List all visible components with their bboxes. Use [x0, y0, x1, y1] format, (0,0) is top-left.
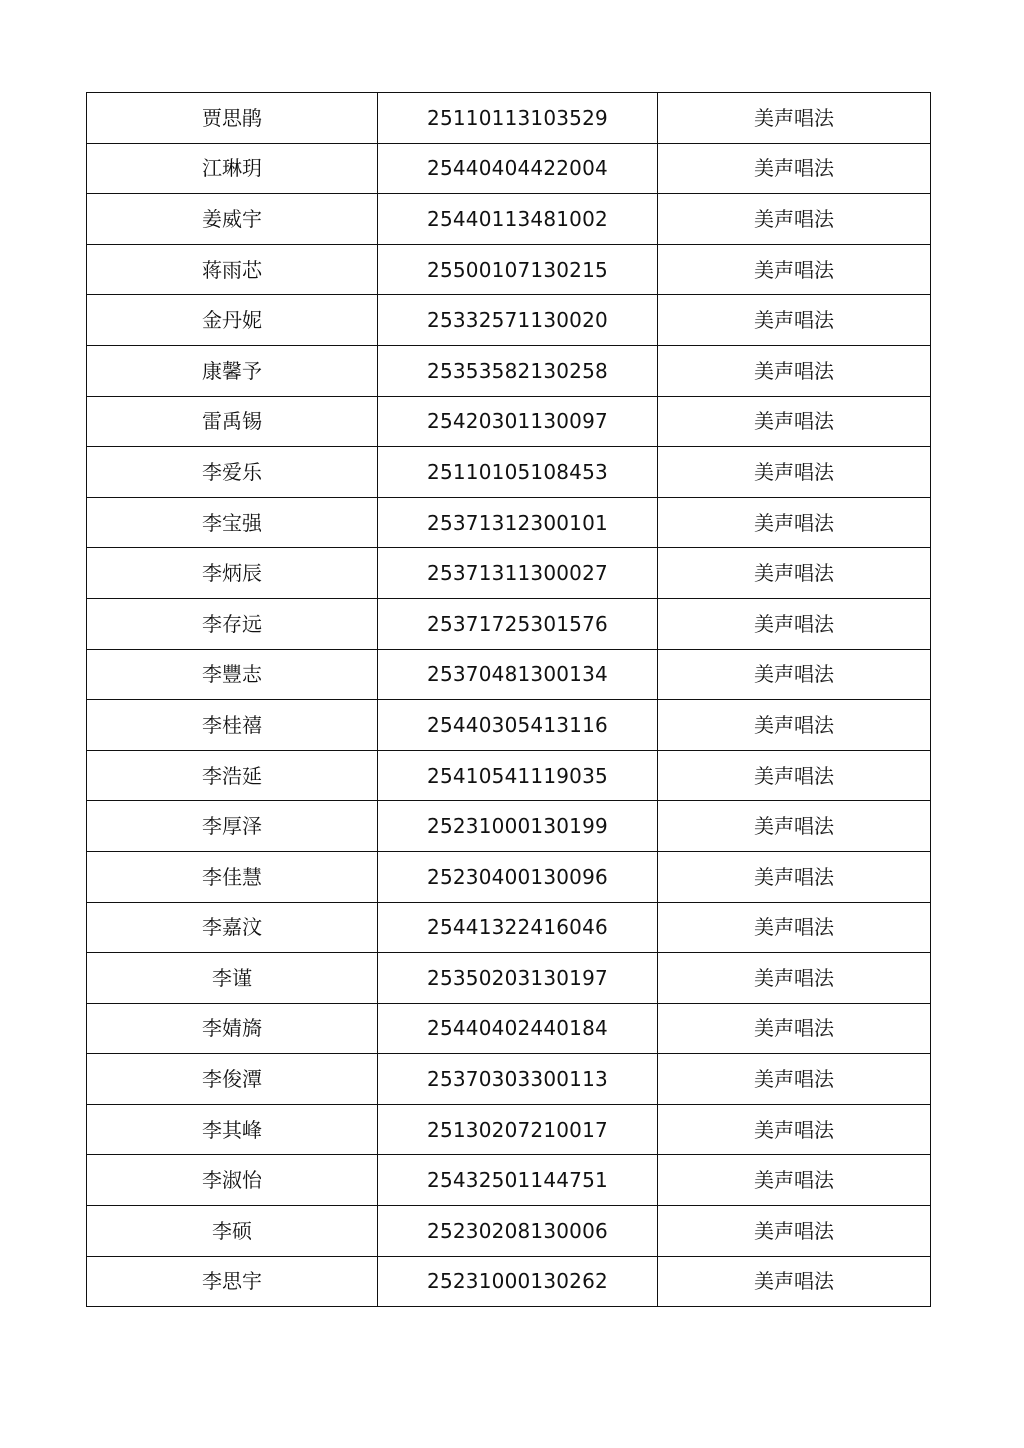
candidate-name: 李其峰 — [87, 1104, 378, 1155]
candidate-major: 美声唱法 — [658, 700, 931, 751]
candidate-name: 李婧旖 — [87, 1003, 378, 1054]
candidate-major: 美声唱法 — [658, 1206, 931, 1257]
candidate-name: 李淑怡 — [87, 1155, 378, 1206]
candidate-id: 25371312300101 — [378, 497, 658, 548]
candidate-major: 美声唱法 — [658, 1054, 931, 1105]
candidate-id: 25440402440184 — [378, 1003, 658, 1054]
table-row — [87, 143, 931, 194]
candidate-id: 25370481300134 — [378, 649, 658, 700]
table-row — [87, 244, 931, 295]
candidate-id: 25440404422004 — [378, 143, 658, 194]
table-row — [87, 750, 931, 801]
candidate-name: 李爱乐 — [87, 447, 378, 498]
candidate-name: 李浩延 — [87, 750, 378, 801]
table-row — [87, 194, 931, 245]
table-row — [87, 1104, 931, 1155]
candidate-major: 美声唱法 — [658, 1155, 931, 1206]
table-row — [87, 1206, 931, 1257]
candidate-name: 李嘉汶 — [87, 902, 378, 953]
candidate-major: 美声唱法 — [658, 194, 931, 245]
candidate-id: 25110113103529 — [378, 93, 658, 144]
candidate-id: 25420301130097 — [378, 396, 658, 447]
candidate-name: 雷禹锡 — [87, 396, 378, 447]
candidate-id: 25350203130197 — [378, 953, 658, 1004]
candidate-id: 25353582130258 — [378, 345, 658, 396]
table-row — [87, 548, 931, 599]
candidate-major: 美声唱法 — [658, 1256, 931, 1307]
candidate-name: 李宝强 — [87, 497, 378, 548]
candidate-table — [86, 92, 931, 1307]
candidate-major: 美声唱法 — [658, 953, 931, 1004]
table-row — [87, 953, 931, 1004]
candidate-name: 李厚泽 — [87, 801, 378, 852]
candidate-id: 25500107130215 — [378, 244, 658, 295]
candidate-id: 25230400130096 — [378, 851, 658, 902]
table-row — [87, 1256, 931, 1307]
candidate-id: 25440305413116 — [378, 700, 658, 751]
candidate-name: 贾思鹃 — [87, 93, 378, 144]
candidate-name: 江琳玥 — [87, 143, 378, 194]
candidate-major: 美声唱法 — [658, 93, 931, 144]
candidate-major: 美声唱法 — [658, 548, 931, 599]
candidate-id: 25231000130199 — [378, 801, 658, 852]
table-row — [87, 497, 931, 548]
candidate-name: 李佳慧 — [87, 851, 378, 902]
table-row — [87, 345, 931, 396]
table-row — [87, 700, 931, 751]
candidate-id: 25410541119035 — [378, 750, 658, 801]
candidate-major: 美声唱法 — [658, 750, 931, 801]
candidate-id: 25371311300027 — [378, 548, 658, 599]
candidate-major: 美声唱法 — [658, 345, 931, 396]
candidate-name: 李豐志 — [87, 649, 378, 700]
candidate-major: 美声唱法 — [658, 1003, 931, 1054]
candidate-id: 25231000130262 — [378, 1256, 658, 1307]
candidate-major: 美声唱法 — [658, 902, 931, 953]
candidate-id: 25370303300113 — [378, 1054, 658, 1105]
candidate-name: 李硕 — [87, 1206, 378, 1257]
candidate-name: 姜威宇 — [87, 194, 378, 245]
candidate-major: 美声唱法 — [658, 244, 931, 295]
candidate-major: 美声唱法 — [658, 1104, 931, 1155]
candidate-name: 李思宇 — [87, 1256, 378, 1307]
candidate-major: 美声唱法 — [658, 143, 931, 194]
table-row — [87, 396, 931, 447]
candidate-id: 25130207210017 — [378, 1104, 658, 1155]
table-row — [87, 1155, 931, 1206]
candidate-name: 李谨 — [87, 953, 378, 1004]
candidate-name: 李存远 — [87, 598, 378, 649]
candidate-name: 李桂禧 — [87, 700, 378, 751]
table-row — [87, 902, 931, 953]
table-row — [87, 295, 931, 346]
table-row — [87, 801, 931, 852]
candidate-major: 美声唱法 — [658, 801, 931, 852]
candidate-major: 美声唱法 — [658, 497, 931, 548]
candidate-table-body — [87, 93, 931, 1307]
candidate-name: 李炳辰 — [87, 548, 378, 599]
table-row — [87, 1003, 931, 1054]
candidate-major: 美声唱法 — [658, 649, 931, 700]
table-row — [87, 447, 931, 498]
candidate-major: 美声唱法 — [658, 295, 931, 346]
candidate-major: 美声唱法 — [658, 447, 931, 498]
table-row — [87, 851, 931, 902]
candidate-name: 康馨予 — [87, 345, 378, 396]
candidate-id: 25110105108453 — [378, 447, 658, 498]
candidate-id: 25440113481002 — [378, 194, 658, 245]
candidate-name: 金丹妮 — [87, 295, 378, 346]
table-row — [87, 93, 931, 144]
candidate-major: 美声唱法 — [658, 396, 931, 447]
table-row — [87, 598, 931, 649]
candidate-id: 25441322416046 — [378, 902, 658, 953]
candidate-id: 25432501144751 — [378, 1155, 658, 1206]
candidate-major: 美声唱法 — [658, 598, 931, 649]
candidate-id: 25332571130020 — [378, 295, 658, 346]
table-row — [87, 649, 931, 700]
candidate-major: 美声唱法 — [658, 851, 931, 902]
candidate-name: 蒋雨芯 — [87, 244, 378, 295]
candidate-name: 李俊潭 — [87, 1054, 378, 1105]
table-row — [87, 1054, 931, 1105]
candidate-id: 25230208130006 — [378, 1206, 658, 1257]
candidate-id: 25371725301576 — [378, 598, 658, 649]
